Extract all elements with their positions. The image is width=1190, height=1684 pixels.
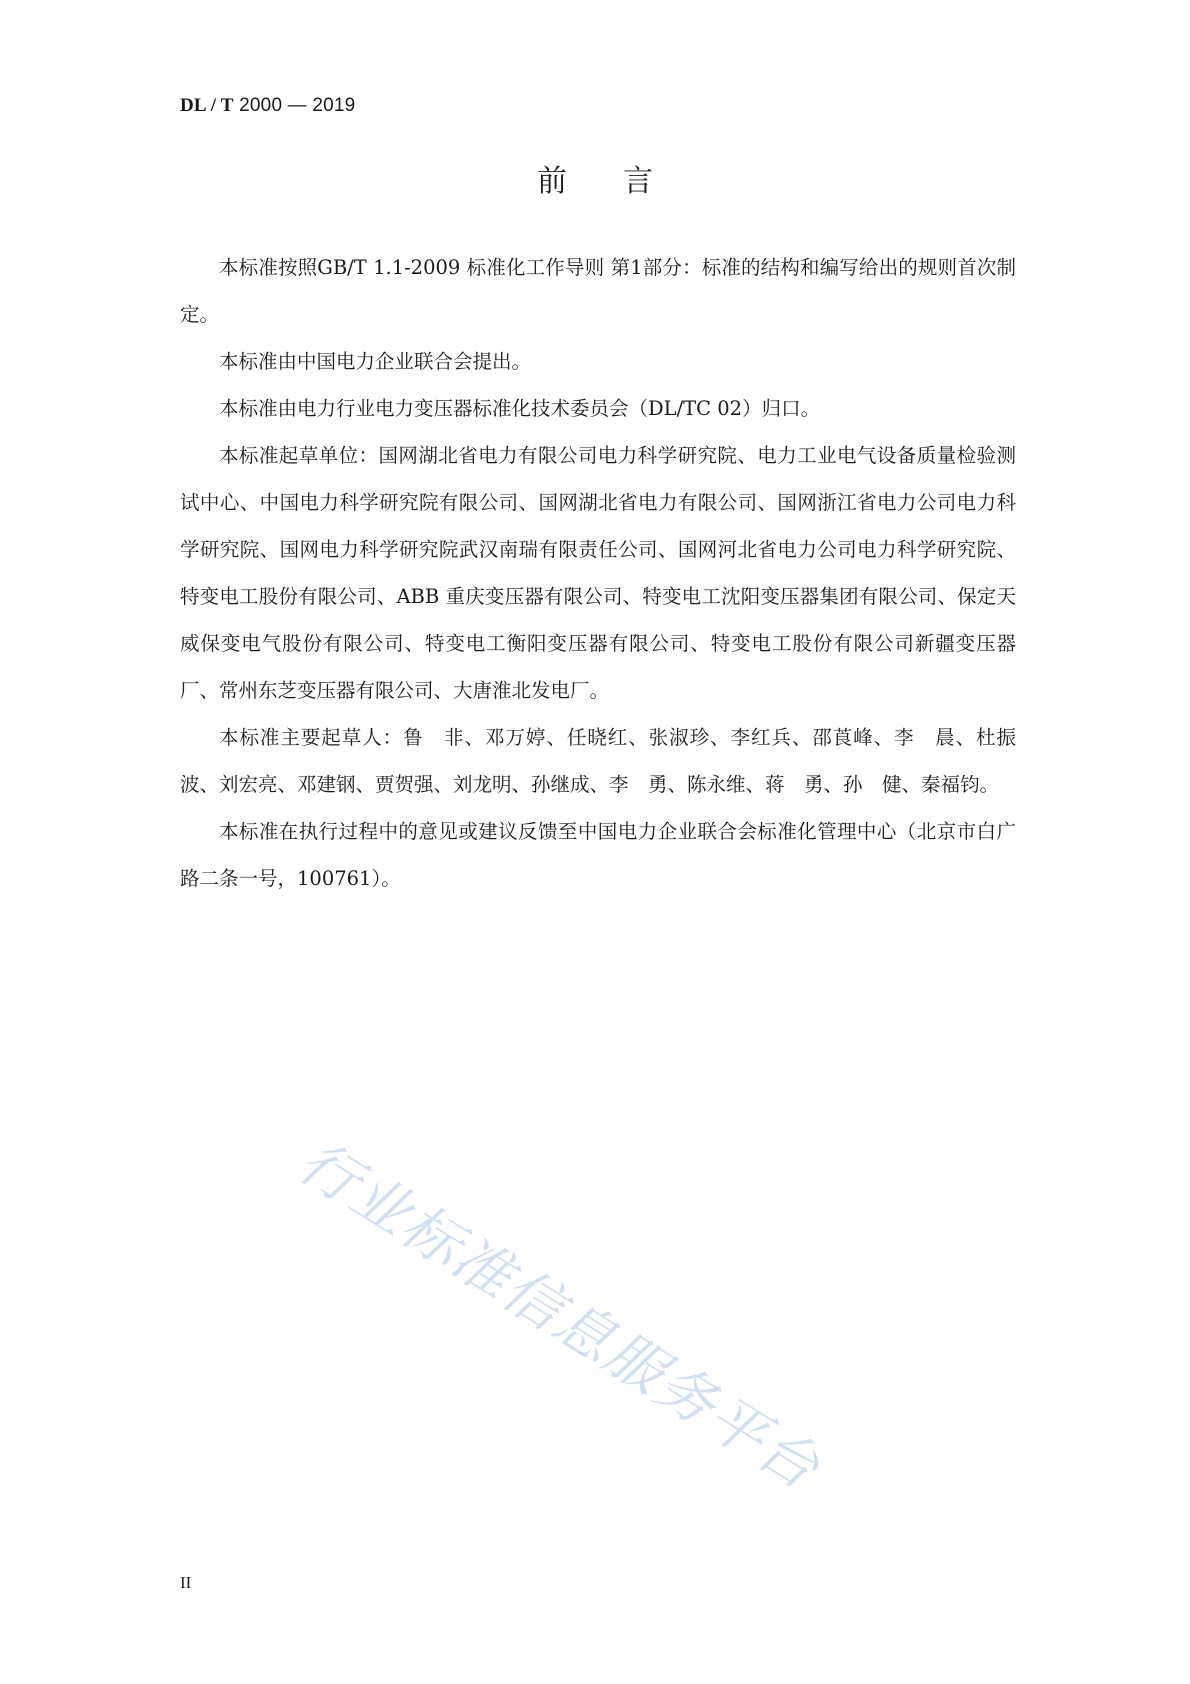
paragraph-proposer: 本标准由中国电力企业联合会提出。 <box>219 350 532 373</box>
foreword-body <box>180 244 1016 902</box>
paragraph-drafting-units: 本标准起草单位：国网湖北省电力有限公司电力科学研究院、电力工业电气设备质量检验测试中心、中国电力科学研究院有限公司、国网湖北省电力有限公司、国网浙江省电力公司电力科学研究院、国网电力科学研究院武汉南瑞有限责任公司、国网河北省电力公司电力科学研究院、特变电工股份有限公司、ABB 重庆变压器有限公司、特变电工沈阳变压器集团有限公司、保定天威保变电气股份有限公司、特变电工衡阳变压器有限公司、特变电工股份有限公司新疆变压器厂、常州东芝变压器有限公司、大唐淮北发电厂。 <box>180 444 1016 702</box>
watermark: 行业标准信息服务平台 <box>287 1127 833 1504</box>
paragraph-drafting-rules: 本标准按照GB/T 1.1-2009 标准化工作导则 第1部分：标准的结构和编写给出的规则首次制定。 <box>180 256 1016 326</box>
page-title: 前言 <box>537 164 709 199</box>
paragraph-feedback: 本标准在执行过程中的意见或建议反馈至中国电力企业联合会标准化管理中心（北京市白广路二条一号，100761）。 <box>180 820 1016 890</box>
paragraph-administrator: 本标准由电力行业电力变压器标准化技术委员会（DL/TC 02）归口。 <box>219 397 821 420</box>
standard-code-number: 2000 — 2019 <box>239 95 356 116</box>
page-number: II <box>180 1573 192 1592</box>
standard-code-prefix: DL / T <box>180 95 234 116</box>
paragraph-main-drafters: 本标准主要起草人：鲁 非、邓万婷、任晓红、张淑珍、李红兵、邵莨峰、李 晨、杜振波、刘宏亮、邓建钢、贾贺强、刘龙明、孙继成、李 勇、陈永维、蒋 勇、孙 健、秦福钧。 <box>180 726 1016 796</box>
standard-code <box>180 95 355 117</box>
